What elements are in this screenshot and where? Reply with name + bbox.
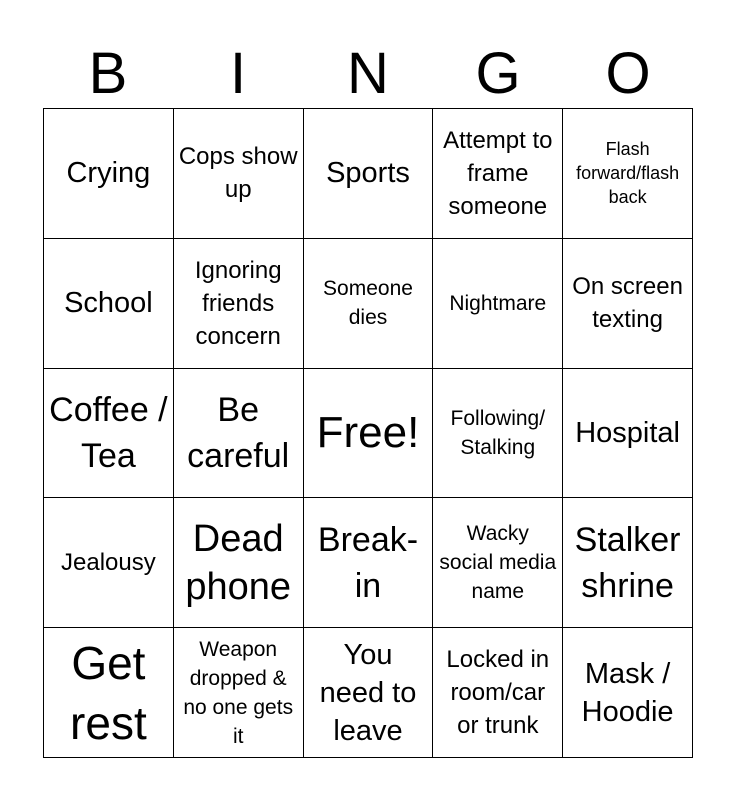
cell-label: On screen texting (572, 273, 683, 334)
cell-label: Locked in room/car or trunk (446, 646, 550, 740)
cell-label: School (64, 287, 153, 320)
bingo-cell-r5-c4[interactable] (433, 628, 563, 758)
bingo-cell-r3-c2[interactable] (174, 369, 304, 499)
cell-label: Nightmare (449, 291, 547, 315)
bingo-cell-free[interactable] (304, 369, 434, 499)
bingo-header (43, 40, 693, 108)
bingo-cell-r1-c5[interactable] (563, 109, 693, 239)
cell-label: Mask / Hoodie (581, 657, 674, 728)
bingo-cell-r3-c5[interactable] (563, 369, 693, 499)
bingo-cell-r3-c4[interactable] (433, 369, 563, 499)
bingo-cell-r4-c3[interactable] (304, 498, 434, 628)
bingo-cell-r2-c5[interactable] (563, 239, 693, 369)
cell-label: Attempt to frame someone (443, 126, 553, 220)
cell-label: Be careful (187, 390, 290, 475)
cell-label: Coffee / Tea (49, 390, 168, 475)
cell-label: Wacky social media name (439, 522, 557, 604)
bingo-cell-r1-c1[interactable] (44, 109, 174, 239)
cell-label: Cops show up (178, 143, 298, 204)
bingo-cell-r1-c4[interactable] (433, 109, 563, 239)
bingo-cell-r4-c2[interactable] (174, 498, 304, 628)
bingo-cell-r4-c5[interactable] (563, 498, 693, 628)
header-letter-n: N (347, 41, 389, 106)
cell-label: Flash forward/flash back (576, 139, 680, 208)
cell-label: Hospital (575, 416, 680, 449)
header-letter-b: B (88, 41, 128, 106)
bingo-cell-r2-c1[interactable] (44, 239, 174, 369)
cell-label: Weapon dropped & no one gets it (183, 637, 294, 748)
bingo-cell-r5-c5[interactable] (563, 628, 693, 758)
bingo-cell-r2-c2[interactable] (174, 239, 304, 369)
cell-label: Get rest (70, 636, 147, 749)
header-letter-g: G (475, 41, 521, 106)
bingo-cell-r2-c4[interactable] (433, 239, 563, 369)
header-letter-o: O (605, 41, 651, 106)
bingo-cell-r1-c3[interactable] (304, 109, 434, 239)
cell-label: Ignoring friends concern (194, 256, 282, 350)
bingo-cell-r4-c1[interactable] (44, 498, 174, 628)
bingo-cell-r4-c4[interactable] (433, 498, 563, 628)
cell-label: Someone dies (323, 277, 413, 330)
cell-label: Sports (326, 157, 410, 190)
bingo-cell-r5-c2[interactable] (174, 628, 304, 758)
cell-label: Break-in (317, 520, 419, 605)
cell-label: Jealousy (61, 549, 156, 577)
bingo-cell-r3-c1[interactable] (44, 369, 174, 499)
bingo-board (43, 108, 693, 758)
bingo-cell-r1-c2[interactable] (174, 109, 304, 239)
bingo-cell-r5-c3[interactable] (304, 628, 434, 758)
bingo-cell-r2-c3[interactable] (304, 239, 434, 369)
bingo-cell-r5-c1[interactable] (44, 628, 174, 758)
cell-label: Following/ Stalking (450, 406, 546, 459)
cell-label: Dead phone (185, 517, 292, 608)
cell-label: Stalker shrine (574, 520, 681, 605)
cell-label: Crying (66, 157, 151, 190)
cell-label: You need to leave (319, 638, 417, 747)
free-space-label: Free! (316, 407, 420, 457)
header-letter-i: I (229, 41, 247, 106)
